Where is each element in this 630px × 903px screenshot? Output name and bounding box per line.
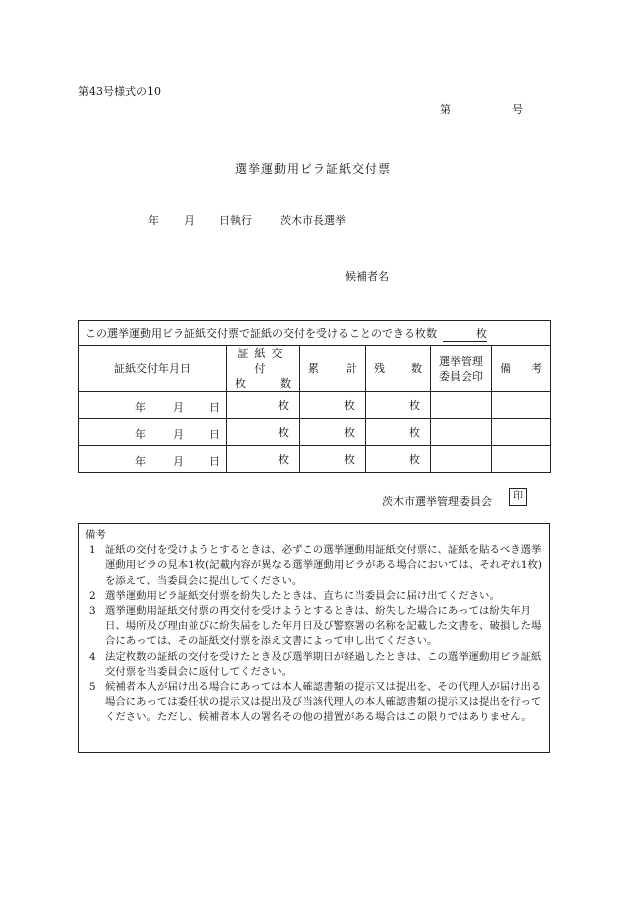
table-row	[79, 419, 551, 446]
cumulative-cell[interactable]	[300, 419, 366, 446]
document-title: 選挙運動用ビラ証紙交付票	[235, 162, 392, 176]
header-stamps-line2	[227, 376, 299, 391]
committee-seal-cell[interactable]	[431, 446, 492, 473]
issuer-name: 茨木市選挙管理委員会	[382, 495, 492, 508]
election-name: 茨木市長選挙	[280, 214, 346, 227]
remaining-cell[interactable]	[366, 419, 431, 446]
header-stamps-suu: 数	[280, 377, 291, 390]
row-year: 年	[135, 428, 146, 441]
form-number: 第43号様式の10	[78, 85, 161, 98]
row-day: 日	[209, 401, 220, 414]
note-number: 1	[89, 544, 96, 557]
header-cumulative-label	[300, 361, 365, 376]
remarks-cell[interactable]	[492, 419, 551, 446]
header-cumulative-a: 累	[308, 362, 319, 375]
remarks-cell[interactable]	[492, 392, 551, 419]
header-remaining	[366, 346, 431, 392]
header-committee-seal	[431, 346, 492, 392]
stamp-issuance-table	[78, 320, 551, 473]
cumulative-unit: 枚	[344, 399, 355, 412]
row-year: 年	[135, 455, 146, 468]
header-remarks-b: 考	[531, 362, 543, 375]
issue-number-prefix: 第	[440, 103, 451, 116]
note-number: 2	[89, 589, 96, 602]
note-number: 5	[89, 681, 96, 694]
note-item	[85, 604, 543, 650]
note-text: 選挙運動用ビラ証紙交付票を紛失したときは、直ちに当委員会に届け出てください。	[105, 589, 500, 602]
header-cumulative-b: 計	[346, 362, 357, 375]
table-row	[79, 392, 551, 419]
remaining-cell[interactable]	[366, 392, 431, 419]
remarks-cell[interactable]	[492, 446, 551, 473]
cumulative-unit: 枚	[344, 426, 355, 439]
allowed-count-field[interactable]	[443, 325, 487, 342]
election-year: 年	[148, 214, 159, 227]
cumulative-unit: 枚	[344, 453, 355, 466]
note-text: 候補者本人が届け出る場合にあっては本人確認書類の提示又は提出を、その代理人が届け出る場合にあっては委任状の提示又は提出及び当該代理人の本人確認書類の提示又は提出を行ってください。ただし、候補者本人の署名その他の措置がある場合はこの限りではありません。	[105, 681, 542, 724]
committee-seal-cell[interactable]	[431, 392, 492, 419]
seal-mark: 印	[509, 488, 527, 506]
cumulative-cell[interactable]	[300, 446, 366, 473]
header-date-label: 証紙交付年月日	[114, 362, 191, 375]
allowed-count-unit: 枚	[476, 326, 487, 340]
notes-title: 備考	[85, 529, 106, 541]
header-remarks	[492, 346, 551, 392]
date-cell[interactable]	[79, 392, 227, 419]
committee-seal-cell[interactable]	[431, 419, 492, 446]
header-committee-line1: 選挙管理	[439, 354, 483, 368]
note-item	[85, 543, 543, 589]
issue-number-suffix: 号	[512, 103, 523, 116]
stamps-cell[interactable]	[227, 419, 300, 446]
allowed-count-text: この選挙運動用ビラ証紙交付票で証紙の交付を受けることのできる枚数	[85, 326, 437, 340]
note-number: 3	[89, 605, 96, 618]
allowed-count-row	[79, 321, 551, 346]
candidate-label: 候補者名	[345, 270, 389, 283]
header-remarks-a: 備	[500, 362, 511, 375]
remaining-unit: 枚	[409, 426, 420, 439]
header-cumulative	[300, 346, 366, 392]
header-stamps-line1: 証紙交付	[237, 347, 289, 375]
note-text: 選挙運動用証紙交付票の再交付を受けようとするときは、紛失した場合にあっては紛失年月日、場所及び理由並びに紛失届をした年月日及び警察署の名称を記載した文書を、破損した場合にあっては、その証紙交付票を添え文書によって申し出てください。	[105, 605, 542, 648]
note-item	[85, 680, 543, 726]
allowed-count-cell	[79, 321, 551, 346]
row-day: 日	[209, 428, 220, 441]
header-date	[79, 346, 227, 392]
election-month: 月	[184, 214, 195, 227]
header-stamps	[227, 346, 300, 392]
remaining-unit: 枚	[409, 453, 420, 466]
header-stamps-mai: 枚	[235, 377, 246, 390]
date-cell[interactable]	[79, 419, 227, 446]
header-remarks-label	[492, 361, 550, 376]
row-year: 年	[135, 401, 146, 414]
note-number: 4	[89, 650, 96, 663]
row-day: 日	[209, 455, 220, 468]
note-item	[85, 650, 543, 680]
header-remaining-a: 残	[374, 362, 385, 375]
remaining-cell[interactable]	[366, 446, 431, 473]
stamps-unit: 枚	[278, 426, 289, 439]
header-remaining-b: 数	[411, 362, 422, 375]
stamps-unit: 枚	[278, 453, 289, 466]
date-cell[interactable]	[79, 446, 227, 473]
cumulative-cell[interactable]	[300, 392, 366, 419]
stamps-cell[interactable]	[227, 392, 300, 419]
remaining-unit: 枚	[409, 399, 420, 412]
stamps-unit: 枚	[278, 399, 289, 412]
stamps-cell[interactable]	[227, 446, 300, 473]
note-item	[85, 589, 543, 604]
row-month: 月	[173, 428, 184, 441]
election-day: 日執行	[219, 214, 252, 227]
table-row	[79, 446, 551, 473]
header-remaining-label	[366, 361, 430, 376]
row-month: 月	[173, 455, 184, 468]
note-text: 法定枚数の証紙の交付を受けたとき及び選挙期日が経過したときは、この選挙運動用ビラ証紙交付票を当委員会に返付してください。	[105, 650, 542, 678]
note-text: 証紙の交付を受けようとするときは、必ずこの選挙運動用証紙交付票に、証紙を貼るべき選挙運動用ビラの見本1枚(記載内容が異なる選挙運動用ビラがある場合においては、それぞれ1枚)を添えて、当委員会に提出してください。	[105, 544, 542, 587]
notes-box	[78, 523, 550, 753]
header-row	[79, 346, 551, 392]
row-month: 月	[173, 401, 184, 414]
header-committee-line2: 委員会印	[439, 369, 483, 383]
